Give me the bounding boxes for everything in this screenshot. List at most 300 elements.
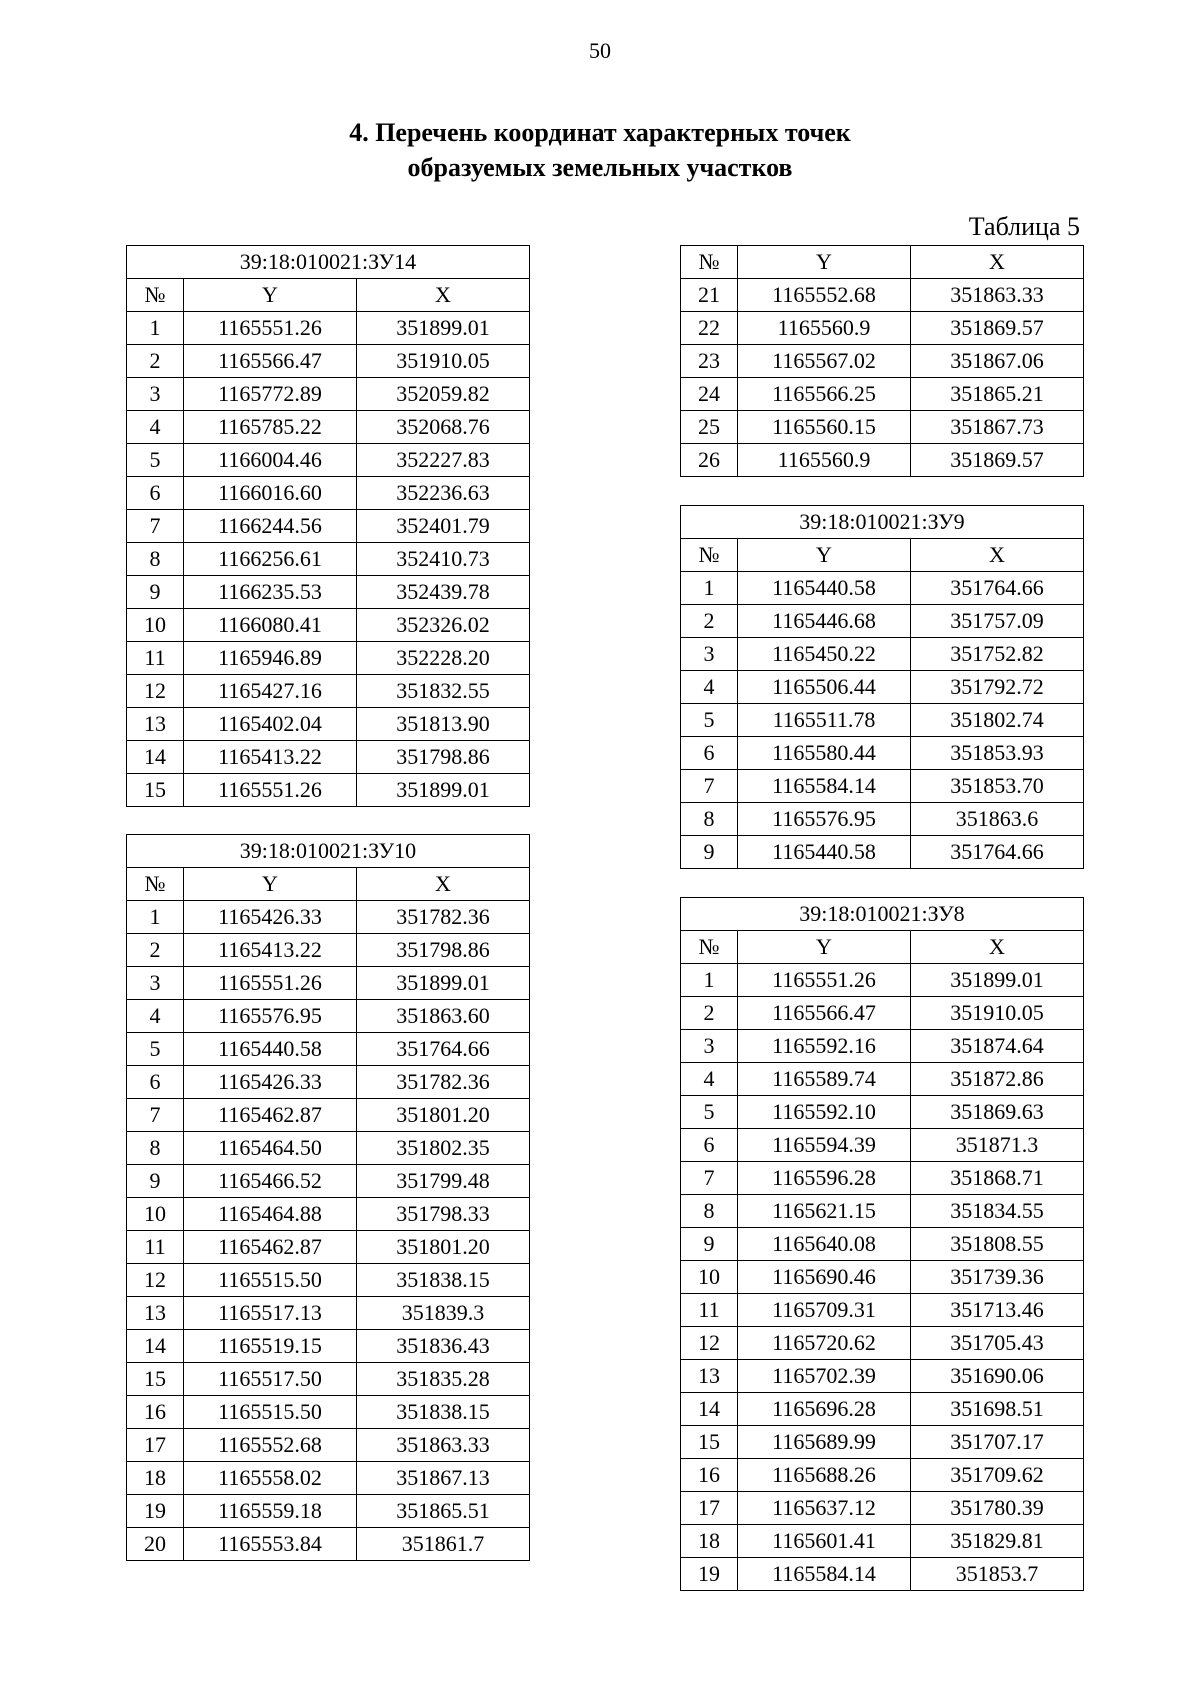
- table-row: [127, 1099, 530, 1132]
- x-coordinate: 351798.86: [357, 741, 530, 774]
- x-coordinate: 351713.46: [911, 1294, 1084, 1327]
- point-number: 4: [681, 671, 738, 704]
- x-coordinate: 351869.63: [911, 1096, 1084, 1129]
- point-number: 6: [127, 477, 184, 510]
- y-coordinate: 1165466.52: [184, 1165, 357, 1198]
- x-coordinate: 352228.20: [357, 642, 530, 675]
- point-number: 18: [681, 1525, 738, 1558]
- y-coordinate: 1165594.39: [738, 1129, 911, 1162]
- table-row: [127, 1462, 530, 1495]
- table-row: [127, 1330, 530, 1363]
- table-row: [681, 704, 1084, 737]
- point-number: 19: [681, 1558, 738, 1591]
- x-coordinate: 351838.15: [357, 1264, 530, 1297]
- point-number: 14: [127, 1330, 184, 1363]
- y-coordinate: 1165551.26: [738, 964, 911, 997]
- y-coordinate: 1165552.68: [184, 1429, 357, 1462]
- x-coordinate: 351764.66: [357, 1033, 530, 1066]
- table-row: [127, 1396, 530, 1429]
- y-coordinate: 1165584.14: [738, 1558, 911, 1591]
- table-row: [127, 1264, 530, 1297]
- x-coordinate: 351705.43: [911, 1327, 1084, 1360]
- y-coordinate: 1165519.15: [184, 1330, 357, 1363]
- y-coordinate: 1165689.99: [738, 1426, 911, 1459]
- heading-line-2: образуемых земельных участков: [407, 153, 793, 182]
- y-coordinate: 1165576.95: [184, 1000, 357, 1033]
- y-coordinate: 1165772.89: [184, 378, 357, 411]
- x-coordinate: 351874.64: [911, 1030, 1084, 1063]
- point-number: 13: [681, 1360, 738, 1393]
- x-coordinate: 351853.70: [911, 770, 1084, 803]
- x-coordinate: 351835.28: [357, 1363, 530, 1396]
- table-row: [681, 997, 1084, 1030]
- point-number: 11: [681, 1294, 738, 1327]
- x-coordinate: 352326.02: [357, 609, 530, 642]
- point-number: 2: [127, 934, 184, 967]
- table-row: [681, 1261, 1084, 1294]
- table-row: [681, 1228, 1084, 1261]
- y-coordinate: 1165592.10: [738, 1096, 911, 1129]
- x-coordinate: 351853.93: [911, 737, 1084, 770]
- point-number: 3: [127, 967, 184, 1000]
- y-coordinate: 1165464.88: [184, 1198, 357, 1231]
- x-coordinate: 352401.79: [357, 510, 530, 543]
- x-coordinate: 351872.86: [911, 1063, 1084, 1096]
- point-number: 4: [681, 1063, 738, 1096]
- point-number: 6: [681, 1129, 738, 1162]
- coordinates-table-zu9: [680, 505, 1084, 869]
- y-coordinate: 1165559.18: [184, 1495, 357, 1528]
- x-coordinate: 351838.15: [357, 1396, 530, 1429]
- table-row: [681, 1096, 1084, 1129]
- y-coordinate: 1165551.26: [184, 774, 357, 807]
- point-number: 15: [127, 774, 184, 807]
- x-coordinate: 351839.3: [357, 1297, 530, 1330]
- table-row: [681, 1063, 1084, 1096]
- x-coordinate: 351910.05: [911, 997, 1084, 1030]
- point-number: 20: [127, 1528, 184, 1561]
- table-row: [127, 1132, 530, 1165]
- table-row: [127, 1429, 530, 1462]
- x-coordinate: 351863.33: [357, 1429, 530, 1462]
- table-row: [127, 934, 530, 967]
- point-number: 1: [127, 901, 184, 934]
- y-coordinate: 1165450.22: [738, 638, 911, 671]
- y-coordinate: 1166004.46: [184, 444, 357, 477]
- point-number: 12: [127, 675, 184, 708]
- y-coordinate: 1165413.22: [184, 934, 357, 967]
- x-coordinate: 351863.60: [357, 1000, 530, 1033]
- y-coordinate: 1165517.13: [184, 1297, 357, 1330]
- column-header-x: X: [911, 246, 1084, 279]
- y-coordinate: 1165552.68: [738, 279, 911, 312]
- table-title-row: [681, 898, 1084, 931]
- x-coordinate: 351863.33: [911, 279, 1084, 312]
- point-number: 15: [127, 1363, 184, 1396]
- table-row: [127, 345, 530, 378]
- y-coordinate: 1165440.58: [738, 572, 911, 605]
- x-coordinate: 351899.01: [357, 312, 530, 345]
- x-coordinate: 352059.82: [357, 378, 530, 411]
- y-coordinate: 1165402.04: [184, 708, 357, 741]
- y-coordinate: 1165440.58: [184, 1033, 357, 1066]
- point-number: 9: [127, 576, 184, 609]
- x-coordinate: 351798.86: [357, 934, 530, 967]
- y-coordinate: 1166080.41: [184, 609, 357, 642]
- table-row: [681, 737, 1084, 770]
- table-row: [127, 444, 530, 477]
- point-number: 24: [681, 378, 738, 411]
- table-row: [681, 1294, 1084, 1327]
- table-row: [127, 675, 530, 708]
- point-number: 10: [681, 1261, 738, 1294]
- x-coordinate: 351780.39: [911, 1492, 1084, 1525]
- table-row: [681, 1030, 1084, 1063]
- x-coordinate: 351782.36: [357, 1066, 530, 1099]
- column-header-no: №: [681, 246, 738, 279]
- table-row: [681, 1426, 1084, 1459]
- point-number: 11: [127, 1231, 184, 1264]
- table-row: [681, 770, 1084, 803]
- table-row: [127, 411, 530, 444]
- x-coordinate: 351836.43: [357, 1330, 530, 1363]
- y-coordinate: 1165558.02: [184, 1462, 357, 1495]
- point-number: 14: [681, 1393, 738, 1426]
- x-coordinate: 351802.35: [357, 1132, 530, 1165]
- x-coordinate: 351752.82: [911, 638, 1084, 671]
- x-coordinate: 351865.51: [357, 1495, 530, 1528]
- column-header-no: №: [681, 931, 738, 964]
- point-number: 22: [681, 312, 738, 345]
- table-row: [127, 1363, 530, 1396]
- point-number: 7: [127, 510, 184, 543]
- x-coordinate: 351782.36: [357, 901, 530, 934]
- table-row: [681, 1195, 1084, 1228]
- y-coordinate: 1165709.31: [738, 1294, 911, 1327]
- y-coordinate: 1165566.47: [184, 345, 357, 378]
- point-number: 1: [681, 964, 738, 997]
- table-row: [127, 741, 530, 774]
- point-number: 16: [127, 1396, 184, 1429]
- y-coordinate: 1165560.9: [738, 444, 911, 477]
- table-row: [681, 1459, 1084, 1492]
- table-row: [681, 1492, 1084, 1525]
- x-coordinate: 351698.51: [911, 1393, 1084, 1426]
- y-coordinate: 1165720.62: [738, 1327, 911, 1360]
- x-coordinate: 351867.13: [357, 1462, 530, 1495]
- point-number: 3: [127, 378, 184, 411]
- column-header-x: X: [357, 279, 530, 312]
- point-number: 8: [127, 543, 184, 576]
- x-coordinate: 351764.66: [911, 836, 1084, 869]
- x-coordinate: 351867.06: [911, 345, 1084, 378]
- x-coordinate: 351871.3: [911, 1129, 1084, 1162]
- x-coordinate: 351757.09: [911, 605, 1084, 638]
- point-number: 15: [681, 1426, 738, 1459]
- column-header-row: [127, 279, 530, 312]
- y-coordinate: 1165560.9: [738, 312, 911, 345]
- y-coordinate: 1165596.28: [738, 1162, 911, 1195]
- table-row: [681, 1327, 1084, 1360]
- y-coordinate: 1165567.02: [738, 345, 911, 378]
- table-row: [127, 1198, 530, 1231]
- point-number: 4: [127, 1000, 184, 1033]
- x-coordinate: 351832.55: [357, 675, 530, 708]
- y-coordinate: 1165553.84: [184, 1528, 357, 1561]
- y-coordinate: 1165688.26: [738, 1459, 911, 1492]
- column-header-y: Y: [738, 539, 911, 572]
- point-number: 6: [681, 737, 738, 770]
- point-number: 9: [681, 836, 738, 869]
- point-number: 13: [127, 1297, 184, 1330]
- y-coordinate: 1166235.53: [184, 576, 357, 609]
- table-row: [127, 312, 530, 345]
- point-number: 26: [681, 444, 738, 477]
- point-number: 17: [681, 1492, 738, 1525]
- page-number: 50: [589, 38, 611, 63]
- y-coordinate: 1165580.44: [738, 737, 911, 770]
- point-number: 9: [127, 1165, 184, 1198]
- page-heading: [0, 115, 1200, 185]
- y-coordinate: 1165637.12: [738, 1492, 911, 1525]
- y-coordinate: 1165506.44: [738, 671, 911, 704]
- table-row: [127, 1495, 530, 1528]
- y-coordinate: 1165551.26: [184, 967, 357, 1000]
- point-number: 18: [127, 1462, 184, 1495]
- point-number: 23: [681, 345, 738, 378]
- point-number: 5: [127, 444, 184, 477]
- x-coordinate: 352236.63: [357, 477, 530, 510]
- y-coordinate: 1165446.68: [738, 605, 911, 638]
- column-header-row: [681, 931, 1084, 964]
- x-coordinate: 352410.73: [357, 543, 530, 576]
- x-coordinate: 351792.72: [911, 671, 1084, 704]
- table-row: [681, 378, 1084, 411]
- table-row: [681, 1525, 1084, 1558]
- x-coordinate: 351868.71: [911, 1162, 1084, 1195]
- point-number: 8: [681, 1195, 738, 1228]
- point-number: 13: [127, 708, 184, 741]
- point-number: 1: [127, 312, 184, 345]
- y-coordinate: 1165515.50: [184, 1396, 357, 1429]
- x-coordinate: 351834.55: [911, 1195, 1084, 1228]
- y-coordinate: 1165517.50: [184, 1363, 357, 1396]
- x-coordinate: 351869.57: [911, 312, 1084, 345]
- column-header-no: №: [681, 539, 738, 572]
- table-row: [681, 1129, 1084, 1162]
- point-number: 10: [127, 1198, 184, 1231]
- table-row: [127, 1033, 530, 1066]
- table-row: [127, 477, 530, 510]
- x-coordinate: 351739.36: [911, 1261, 1084, 1294]
- table-row: [127, 901, 530, 934]
- point-number: 10: [127, 609, 184, 642]
- point-number: 8: [681, 803, 738, 836]
- table-row: [681, 605, 1084, 638]
- point-number: 5: [681, 1096, 738, 1129]
- y-coordinate: 1165426.33: [184, 901, 357, 934]
- column-header-y: Y: [738, 931, 911, 964]
- point-number: 8: [127, 1132, 184, 1165]
- coordinates-table-zu14: [126, 245, 530, 807]
- y-coordinate: 1165640.08: [738, 1228, 911, 1261]
- column-header-row: [681, 246, 1084, 279]
- heading-line-1: 4. Перечень координат характерных точек: [349, 118, 851, 147]
- table-row: [127, 609, 530, 642]
- point-number: 4: [127, 411, 184, 444]
- column-header-row: [681, 539, 1084, 572]
- y-coordinate: 1165511.78: [738, 704, 911, 737]
- y-coordinate: 1165785.22: [184, 411, 357, 444]
- point-number: 11: [127, 642, 184, 675]
- column-header-no: №: [127, 868, 184, 901]
- coordinates-table-zu10: [126, 834, 530, 1561]
- y-coordinate: 1165621.15: [738, 1195, 911, 1228]
- x-coordinate: 351865.21: [911, 378, 1084, 411]
- y-coordinate: 1165462.87: [184, 1099, 357, 1132]
- y-coordinate: 1165426.33: [184, 1066, 357, 1099]
- y-coordinate: 1166016.60: [184, 477, 357, 510]
- y-coordinate: 1165560.15: [738, 411, 911, 444]
- table-row: [681, 279, 1084, 312]
- y-coordinate: 1165576.95: [738, 803, 911, 836]
- y-coordinate: 1165584.14: [738, 770, 911, 803]
- column-header-no: №: [127, 279, 184, 312]
- point-number: 6: [127, 1066, 184, 1099]
- x-coordinate: 351764.66: [911, 572, 1084, 605]
- table-row: [681, 1393, 1084, 1426]
- y-coordinate: 1165589.74: [738, 1063, 911, 1096]
- point-number: 21: [681, 279, 738, 312]
- table-row: [681, 964, 1084, 997]
- column-header-x: X: [357, 868, 530, 901]
- point-number: 14: [127, 741, 184, 774]
- point-number: 19: [127, 1495, 184, 1528]
- table-row: [127, 967, 530, 1000]
- point-number: 9: [681, 1228, 738, 1261]
- y-coordinate: 1165696.28: [738, 1393, 911, 1426]
- x-coordinate: 351801.20: [357, 1231, 530, 1264]
- table-row: [127, 642, 530, 675]
- column-header-row: [127, 868, 530, 901]
- point-number: 3: [681, 1030, 738, 1063]
- column-header-y: Y: [184, 868, 357, 901]
- y-coordinate: 1165440.58: [738, 836, 911, 869]
- y-coordinate: 1165427.16: [184, 675, 357, 708]
- table-row: [127, 1066, 530, 1099]
- point-number: 12: [681, 1327, 738, 1360]
- y-coordinate: 1165462.87: [184, 1231, 357, 1264]
- y-coordinate: 1166244.56: [184, 510, 357, 543]
- table-title-row: [681, 506, 1084, 539]
- point-number: 5: [127, 1033, 184, 1066]
- y-coordinate: 1165946.89: [184, 642, 357, 675]
- x-coordinate: 352068.76: [357, 411, 530, 444]
- y-coordinate: 1165464.50: [184, 1132, 357, 1165]
- y-coordinate: 1165702.39: [738, 1360, 911, 1393]
- x-coordinate: 351802.74: [911, 704, 1084, 737]
- table-row: [127, 1000, 530, 1033]
- x-coordinate: 351863.6: [911, 803, 1084, 836]
- x-coordinate: 351910.05: [357, 345, 530, 378]
- x-coordinate: 351798.33: [357, 1198, 530, 1231]
- table-row: [681, 638, 1084, 671]
- x-coordinate: 351707.17: [911, 1426, 1084, 1459]
- table-row: [127, 1528, 530, 1561]
- table-row: [127, 576, 530, 609]
- coordinates-table-zu10-continued: [680, 245, 1084, 477]
- x-coordinate: 351829.81: [911, 1525, 1084, 1558]
- point-number: 2: [681, 997, 738, 1030]
- point-number: 2: [681, 605, 738, 638]
- coordinates-table-zu8: [680, 897, 1084, 1591]
- y-coordinate: 1165551.26: [184, 312, 357, 345]
- x-coordinate: 351899.01: [357, 967, 530, 1000]
- y-coordinate: 1166256.61: [184, 543, 357, 576]
- point-number: 7: [681, 770, 738, 803]
- table-row: [681, 345, 1084, 378]
- point-number: 7: [681, 1162, 738, 1195]
- table-title: 39:18:010021:ЗУ10: [127, 835, 530, 868]
- point-number: 5: [681, 704, 738, 737]
- column-header-y: Y: [184, 279, 357, 312]
- point-number: 16: [681, 1459, 738, 1492]
- point-number: 1: [681, 572, 738, 605]
- table-title: 39:18:010021:ЗУ8: [681, 898, 1084, 931]
- y-coordinate: 1165601.41: [738, 1525, 911, 1558]
- table-row: [681, 803, 1084, 836]
- table-title-row: [127, 246, 530, 279]
- table-row: [127, 378, 530, 411]
- x-coordinate: 351853.7: [911, 1558, 1084, 1591]
- point-number: 3: [681, 638, 738, 671]
- table-row: [127, 1297, 530, 1330]
- table-row: [127, 774, 530, 807]
- table-title: 39:18:010021:ЗУ14: [127, 246, 530, 279]
- table-row: [127, 543, 530, 576]
- y-coordinate: 1165592.16: [738, 1030, 911, 1063]
- table-row: [127, 510, 530, 543]
- table-title: 39:18:010021:ЗУ9: [681, 506, 1084, 539]
- y-coordinate: 1165690.46: [738, 1261, 911, 1294]
- column-header-y: Y: [738, 246, 911, 279]
- point-number: 17: [127, 1429, 184, 1462]
- y-coordinate: 1165566.47: [738, 997, 911, 1030]
- table-row: [127, 1231, 530, 1264]
- table-row: [127, 708, 530, 741]
- table-row: [127, 1165, 530, 1198]
- table-row: [681, 671, 1084, 704]
- table-row: [681, 312, 1084, 345]
- table-row: [681, 572, 1084, 605]
- x-coordinate: 351899.01: [357, 774, 530, 807]
- table-row: [681, 1360, 1084, 1393]
- x-coordinate: 351709.62: [911, 1459, 1084, 1492]
- table-title-row: [127, 835, 530, 868]
- table-row: [681, 444, 1084, 477]
- table-row: [681, 836, 1084, 869]
- y-coordinate: 1165413.22: [184, 741, 357, 774]
- table-row: [681, 1162, 1084, 1195]
- x-coordinate: 351799.48: [357, 1165, 530, 1198]
- table-row: [681, 411, 1084, 444]
- y-coordinate: 1165566.25: [738, 378, 911, 411]
- x-coordinate: 351899.01: [911, 964, 1084, 997]
- table-row: [681, 1558, 1084, 1591]
- x-coordinate: 351801.20: [357, 1099, 530, 1132]
- column-header-x: X: [911, 539, 1084, 572]
- table-label: Таблица 5: [968, 212, 1080, 241]
